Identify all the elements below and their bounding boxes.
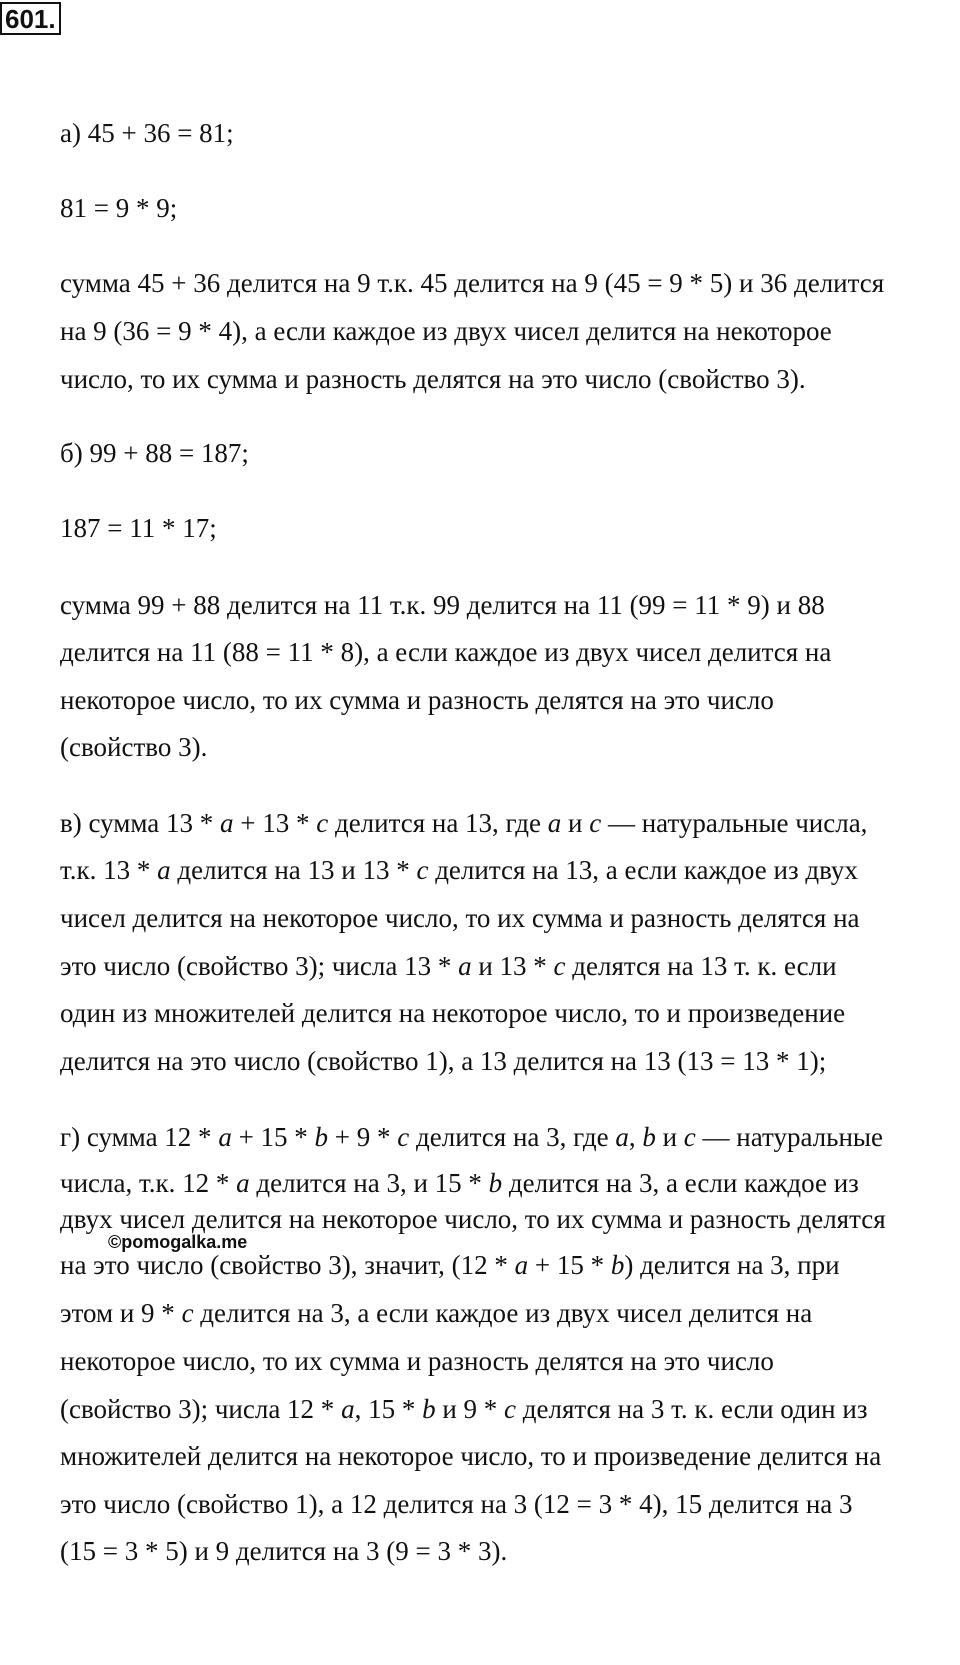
text-line: 81 = 9 * 9; (60, 193, 178, 223)
text-line: один из множителей делится на некоторое число, то и произведение (60, 998, 846, 1028)
text-line: числа, т.к. 12 * a делится на 3, и 15 * b делится на 3, а если каждое из (60, 1168, 859, 1198)
text-line: т.к. 13 * a делится на 13 и 13 * c делится на 13, а если каждое из двух (60, 855, 858, 885)
text-line: некоторое число, то их сумма и разность делятся на это число (60, 1346, 774, 1376)
text-line: (15 = 3 * 5) и 9 делится на 3 (9 = 3 * 3). (60, 1536, 508, 1566)
text-line: а) 45 + 36 = 81; (60, 118, 234, 148)
text-line: делится на это число (свойство 1), а 13 делится на 13 (13 = 13 * 1); (60, 1046, 827, 1076)
text-line: сумма 45 + 36 делится на 9 т.к. 45 делится на 9 (45 = 9 * 5) и 36 делится (60, 268, 885, 298)
text-line: это число (свойство 1), а 12 делится на 3 (12 = 3 * 4), 15 делится на 3 (60, 1489, 853, 1519)
text-line: двух чисел делится на некоторое число, то их сумма и разность делятся (60, 1204, 886, 1234)
text-line: чисел делится на некоторое число, то их сумма и разность делятся на (60, 903, 860, 933)
text-line: число, то их сумма и разность делятся на это число (свойство 3). (60, 364, 806, 394)
text-line: (свойство 3); числа 12 * a, 15 * b и 9 * c делятся на 3 т. к. если один из (60, 1394, 868, 1424)
text-line: некоторое число, то их сумма и разность делятся на это число (60, 685, 774, 715)
text-line: 187 = 11 * 17; (60, 513, 217, 543)
problem-number: 601. (0, 2, 61, 35)
text-line: делится на 11 (88 = 11 * 8), а если каждое из двух чисел делится на (60, 637, 832, 667)
text-line: сумма 99 + 88 делится на 11 т.к. 99 делится на 11 (99 = 11 * 9) и 88 (60, 590, 825, 620)
text-line: множителей делится на некоторое число, то и произведение делится на (60, 1441, 882, 1471)
text-line: в) сумма 13 * a + 13 * c делится на 13, где a и c — натуральные числа, (60, 808, 868, 838)
text-line: г) сумма 12 * a + 15 * b + 9 * c делится на 3, где a, b и c — натуральные (60, 1122, 884, 1152)
text-line: этом и 9 * c делится на 3, а если каждое из двух чисел делится на (60, 1298, 813, 1328)
text-line: на это число (свойство 3), значит, (12 * a + 15 * b) делится на 3, при (60, 1250, 840, 1280)
watermark: ©pomogalka.me (108, 1232, 248, 1252)
text-line: (свойство 3). (60, 732, 208, 762)
text-line: это число (свойство 3); числа 13 * a и 13 * c делятся на 13 т. к. если (60, 951, 837, 981)
text-line: на 9 (36 = 9 * 4), а если каждое из двух чисел делится на некоторое (60, 316, 832, 346)
text-line: б) 99 + 88 = 187; (60, 438, 249, 468)
